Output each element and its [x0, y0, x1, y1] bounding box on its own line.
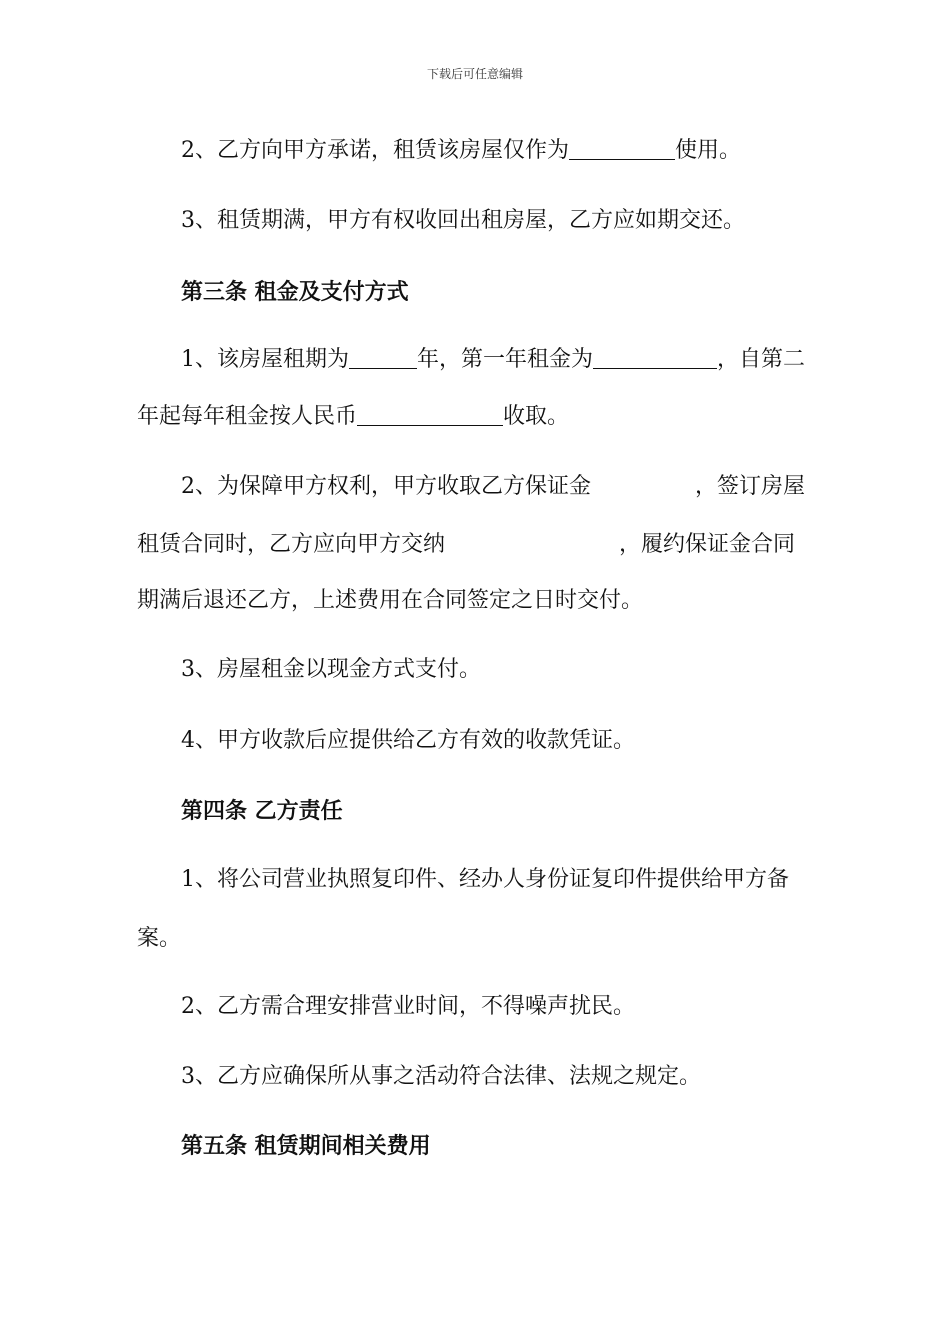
text-span: 年，第一年租金为 — [417, 347, 594, 372]
fill-in-blank — [357, 403, 503, 426]
text-span: 2、乙方向甲方承诺，租赁该房屋仅作为 — [181, 138, 569, 163]
paragraph-line: 3、乙方应确保所从事之活动符合法律、法规之规定。 — [181, 1064, 701, 1089]
fill-in-blank — [593, 346, 717, 369]
text-span: 租赁合同时，乙方应向甲方交纳 — [137, 532, 446, 557]
paragraph-line: 案。 — [137, 926, 182, 951]
fill-in-blank — [569, 137, 675, 160]
paragraph-line: 3、房屋租金以现金方式支付。 — [181, 657, 481, 682]
page-header: 下载后可任意编辑 — [426, 67, 523, 81]
paragraph-line: 1、将公司营业执照复印件、经办人身份证复印件提供给甲方备 — [181, 867, 789, 892]
paragraph-line — [181, 345, 805, 375]
paragraph-line: 3、租赁期满，甲方有权收回出租房屋，乙方应如期交还。 — [181, 208, 745, 233]
text-span: 2、为保障甲方权利，甲方收取乙方保证金 — [181, 474, 591, 499]
paragraph-line: 期满后退还乙方，上述费用在合同签定之日时交付。 — [137, 588, 644, 613]
paragraph-line — [181, 136, 741, 166]
section-heading: 第三条 租金及支付方式 — [181, 279, 409, 305]
section-heading: 第五条 租赁期间相关费用 — [181, 1133, 431, 1159]
text-span: ，签订房屋 — [695, 474, 806, 499]
paragraph-line: 4、甲方收款后应提供给乙方有效的收款凭证。 — [181, 728, 635, 753]
text-span: 1、该房屋租期为 — [181, 347, 349, 372]
paragraph-line — [181, 472, 805, 502]
paragraph-line — [137, 530, 795, 560]
text-span: 使用。 — [675, 138, 742, 163]
fill-in-blank — [349, 346, 417, 369]
section-heading: 第四条 乙方责任 — [181, 798, 343, 824]
text-span: 收取。 — [503, 404, 570, 429]
text-span: ，自第二 — [717, 347, 806, 372]
paragraph-line — [137, 402, 569, 432]
paragraph-line: 2、乙方需合理安排营业时间，不得噪声扰民。 — [181, 994, 635, 1019]
text-span: 年起每年租金按人民币 — [137, 404, 358, 429]
text-span: ，履约保证金合同 — [619, 532, 796, 557]
